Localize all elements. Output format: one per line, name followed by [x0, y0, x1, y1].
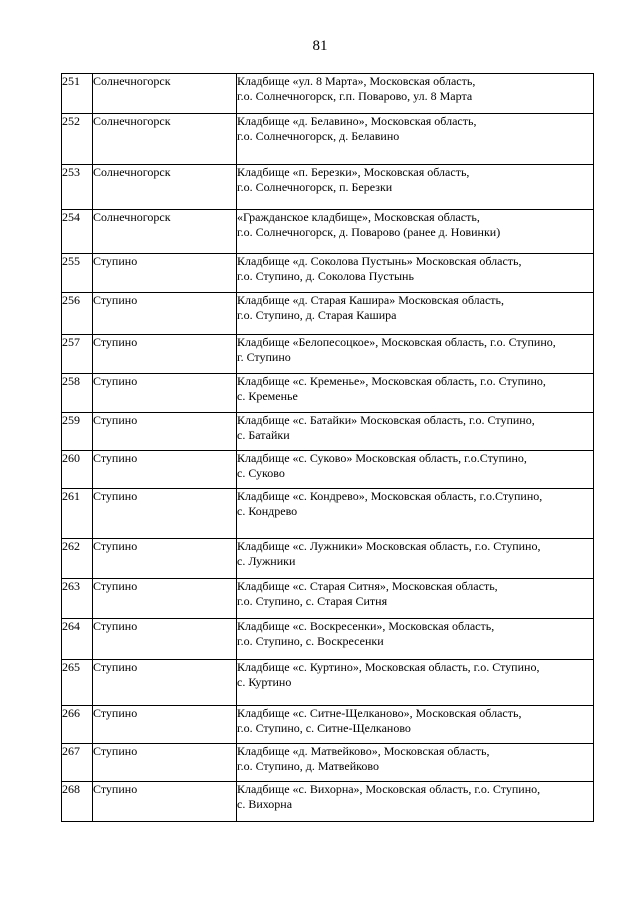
description-line: Кладбище «Белопесоцкое», Московская область, г.о. Ступино,: [237, 335, 556, 349]
cemetery-registry-table: [61, 73, 594, 822]
cemetery-description: [237, 374, 594, 413]
row-number: 255: [62, 254, 93, 293]
cemetery-description: [237, 706, 594, 744]
row-number: 262: [62, 539, 93, 579]
cemetery-description: [237, 293, 594, 335]
table-row: [62, 413, 594, 451]
row-number: 263: [62, 579, 93, 619]
description-line: Кладбище «с. Лужники» Московская область, г.о. Ступино,: [237, 539, 541, 553]
description-line: г.о. Солнечногорск, д. Поварово (ранее д. Новинки): [237, 225, 501, 239]
description-line: г.о. Солнечногорск, д. Белавино: [237, 129, 400, 143]
description-line: г.о. Ступино, с. Воскресенки: [237, 634, 384, 648]
municipality-cell: Ступино: [93, 451, 237, 489]
description-line: Кладбище «д. Белавино», Московская область,: [237, 114, 477, 128]
row-number: 256: [62, 293, 93, 335]
description-line: Кладбище «с. Батайки» Московская область, г.о. Ступино,: [237, 413, 535, 427]
row-number: 266: [62, 706, 93, 744]
cemetery-description: [237, 539, 594, 579]
description-line: Кладбище «с. Старая Ситня», Московская область,: [237, 579, 498, 593]
description-line: Кладбище «д. Старая Кашира» Московская область,: [237, 293, 504, 307]
description-line: Кладбище «с. Воскресенки», Московская область,: [237, 619, 495, 633]
description-line: с. Суково: [237, 466, 285, 480]
municipality-cell: Солнечногорск: [93, 114, 237, 165]
description-line: г.о. Солнечногорск, г.п. Поварово, ул. 8 Марта: [237, 89, 473, 103]
row-number: 252: [62, 114, 93, 165]
row-number: 267: [62, 744, 93, 782]
table-row: [62, 293, 594, 335]
cemetery-description: [237, 413, 594, 451]
municipality-cell: Ступино: [93, 413, 237, 451]
municipality-cell: Солнечногорск: [93, 165, 237, 210]
description-line: с. Кондрево: [237, 504, 298, 518]
municipality-cell: Ступино: [93, 489, 237, 539]
description-line: Кладбище «д. Соколова Пустынь» Московская область,: [237, 254, 522, 268]
table-row: [62, 210, 594, 254]
cemetery-description: [237, 210, 594, 254]
cemetery-description: [237, 660, 594, 706]
description-line: г.о. Солнечногорск, п. Березки: [237, 180, 393, 194]
page-number: 81: [312, 38, 328, 54]
row-number: 264: [62, 619, 93, 660]
description-line: с. Кременье: [237, 389, 298, 403]
cemetery-description: [237, 579, 594, 619]
description-line: с. Лужники: [237, 554, 296, 568]
description-line: г.о. Ступино, с. Старая Ситня: [237, 594, 388, 608]
municipality-cell: Ступино: [93, 335, 237, 374]
table-row: [62, 165, 594, 210]
row-number: 254: [62, 210, 93, 254]
table-row: [62, 114, 594, 165]
description-line: «Гражданское кладбище», Московская область,: [237, 210, 480, 224]
table-row: [62, 619, 594, 660]
description-line: с. Батайки: [237, 428, 290, 442]
description-line: г.о. Ступино, д. Соколова Пустынь: [237, 269, 414, 283]
table-row: [62, 335, 594, 374]
description-line: Кладбище «с. Кондрево», Московская область, г.о.Ступино,: [237, 489, 543, 503]
description-line: г.о. Ступино, д. Старая Кашира: [237, 308, 397, 322]
row-number: 261: [62, 489, 93, 539]
description-line: Кладбище «с. Ситне-Щелканово», Московская область,: [237, 706, 522, 720]
table-row: [62, 254, 594, 293]
row-number: 260: [62, 451, 93, 489]
municipality-cell: Солнечногорск: [93, 74, 237, 114]
municipality-cell: Ступино: [93, 539, 237, 579]
row-number: 259: [62, 413, 93, 451]
table-row: [62, 744, 594, 782]
table-row: [62, 374, 594, 413]
description-line: Кладбище «с. Куртино», Московская область, г.о. Ступино,: [237, 660, 540, 674]
cemetery-description: [237, 744, 594, 782]
row-number: 258: [62, 374, 93, 413]
description-line: с. Вихорна: [237, 797, 293, 811]
cemetery-description: [237, 451, 594, 489]
cemetery-description: [237, 74, 594, 114]
cemetery-description: [237, 489, 594, 539]
table-row: [62, 782, 594, 822]
table-row: [62, 706, 594, 744]
row-number: 268: [62, 782, 93, 822]
municipality-cell: Ступино: [93, 706, 237, 744]
row-number: 251: [62, 74, 93, 114]
cemetery-description: [237, 619, 594, 660]
table-row: [62, 74, 594, 114]
municipality-cell: Ступино: [93, 293, 237, 335]
description-line: г.о. Ступино, с. Ситне-Щелканово: [237, 721, 411, 735]
table-row: [62, 660, 594, 706]
cemetery-description: [237, 254, 594, 293]
cemetery-description: [237, 165, 594, 210]
description-line: Кладбище «с. Вихорна», Московская область, г.о. Ступино,: [237, 782, 541, 796]
row-number: 265: [62, 660, 93, 706]
table-row: [62, 539, 594, 579]
description-line: с. Куртино: [237, 675, 292, 689]
description-line: Кладбище «д. Матвейково», Московская область,: [237, 744, 490, 758]
cemetery-description: [237, 114, 594, 165]
cemetery-description: [237, 335, 594, 374]
municipality-cell: Ступино: [93, 374, 237, 413]
description-line: Кладбище «с. Кременье», Московская область, г.о. Ступино,: [237, 374, 546, 388]
municipality-cell: Солнечногорск: [93, 210, 237, 254]
description-line: Кладбище «с. Суково» Московская область, г.о.Ступино,: [237, 451, 527, 465]
municipality-cell: Ступино: [93, 619, 237, 660]
description-line: г. Ступино: [237, 350, 291, 364]
description-line: г.о. Ступино, д. Матвейково: [237, 759, 379, 773]
description-line: Кладбище «п. Березки», Московская область,: [237, 165, 470, 179]
municipality-cell: Ступино: [93, 782, 237, 822]
municipality-cell: Ступино: [93, 254, 237, 293]
table-row: [62, 489, 594, 539]
cemetery-description: [237, 782, 594, 822]
table-row: [62, 579, 594, 619]
municipality-cell: Ступино: [93, 579, 237, 619]
row-number: 257: [62, 335, 93, 374]
table-row: [62, 451, 594, 489]
row-number: 253: [62, 165, 93, 210]
municipality-cell: Ступино: [93, 744, 237, 782]
municipality-cell: Ступино: [93, 660, 237, 706]
description-line: Кладбище «ул. 8 Марта», Московская область,: [237, 74, 476, 88]
